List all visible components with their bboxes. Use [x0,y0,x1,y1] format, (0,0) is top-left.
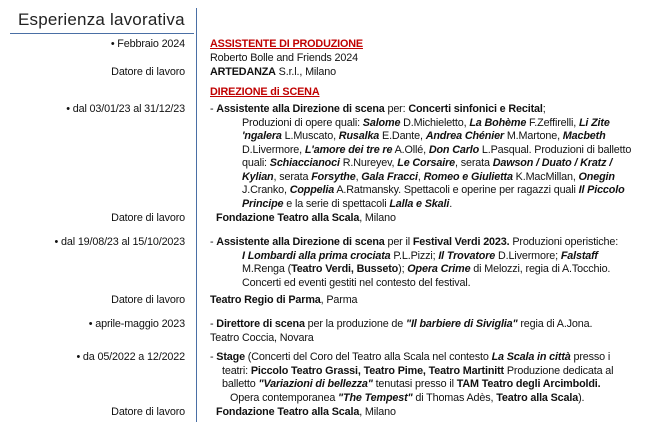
desc-line: J.Cranko, Coppelia A.Ratmansky. Spettacoli e operine per ragazzi quali Il Piccolo [242,184,625,196]
employer [216,212,396,226]
desc-line: - Assistente alla Direzione di scena per: Concerti sinfonici e Recital; [210,103,546,115]
employer-suffix: , Milano [359,212,396,224]
entry-date: • aprile-maggio 2023 [88,318,185,330]
entry-date: • dal 19/08/23 al 15/10/2023 [54,236,185,248]
entry-date: • da 05/2022 a 12/2022 [76,351,185,363]
desc-line: Kylian, serata Forsythe, Gala Fracci, Romeo e Giulietta K.MacMillan, Onegin [242,170,615,183]
desc-line: quali: Schiaccianoci R.Nureyev, Le Corsaire, serata Dawson / Duato / Kratz / [242,157,613,169]
desc-line: Concerti ed eventi gestiti nel contesto del festival. [242,276,471,289]
desc-line: Teatro Coccia, Novara [210,331,314,344]
employer-label: Datore di lavoro [111,406,185,418]
entry-description [210,351,613,405]
section-heading: DIREZIONE di SCENA [210,86,320,98]
desc-line: I Lombardi alla prima crociata P.L.Pizzi; Il Trovatore D.Livermore; Falstaff [242,249,598,262]
employer [210,66,336,80]
desc-line: M.Renga (Teatro Verdi, Busseto); Opera Crime di Melozzi, regia di A.Tocchio. [242,263,611,275]
desc-line: Opera contemporanea "The Tempest" di Thomas Adès, Teatro alla Scala). [230,391,585,404]
desc-line: Produzioni di opere quali: Salome D.Michieletto, La Bohème F.Zeffirelli, Li Zite [242,116,610,129]
column-divider [196,8,197,422]
employer-suffix: , Milano [359,406,396,418]
employer-suffix: S.r.l., Milano [275,66,336,78]
desc-line: 'ngalera L.Muscato, Rusalka E.Dante, Andrea Chénier M.Martone, Macbeth [242,130,606,142]
entry-date: • dal 03/01/23 al 31/12/23 [66,103,185,115]
entry-date: • Febbraio 2024 [110,38,185,50]
employer-label: Datore di lavoro [111,66,185,78]
employer-name: Fondazione Teatro alla Scala [216,406,360,418]
desc-line: balletto "Variazioni di bellezza" tenutasi presso il TAM Teatro degli Arcimboldi. [222,378,601,390]
desc-line: D.Livermore, L'amore dei tre re A.Ollé, Don Carlo L.Pasqual. Produzioni di balletto [242,143,632,156]
entry-description [210,236,618,290]
entry-role: ASSISTENTE DI PRODUZIONE [210,38,363,50]
desc-line: teatri: Piccolo Teatro Grassi, Teatro Pime, Teatro Martinitt Produzione dedicata al [222,364,614,377]
entry-description [210,318,592,345]
section-title: Esperienza lavorativa [18,10,185,29]
employer [210,294,357,308]
employer-label: Datore di lavoro [111,212,185,224]
desc-line: Principe e la serie di spettacoli Lalla e Skali. [242,197,453,210]
employer-suffix: , Parma [320,294,358,306]
employer [216,406,396,420]
employer-name: ARTEDANZA [210,66,276,78]
entry-description [210,103,631,211]
employer-name: Fondazione Teatro alla Scala [216,212,360,224]
section-underline [10,33,194,34]
desc-line: - Stage (Concerti del Coro del Teatro alla Scala nel contesto La Scala in città presso i [210,351,611,363]
desc-line: - Direttore di scena per la produzione de "Il barbiere di Siviglia" regia di A.Jona. [210,318,593,330]
desc-line: - Assistente alla Direzione di scena per il Festival Verdi 2023. Produzioni operistiche: [210,236,619,248]
entry-line: Roberto Bolle and Friends 2024 [210,52,358,64]
employer-label: Datore di lavoro [111,294,185,306]
employer-name: Teatro Regio di Parma [210,294,321,306]
